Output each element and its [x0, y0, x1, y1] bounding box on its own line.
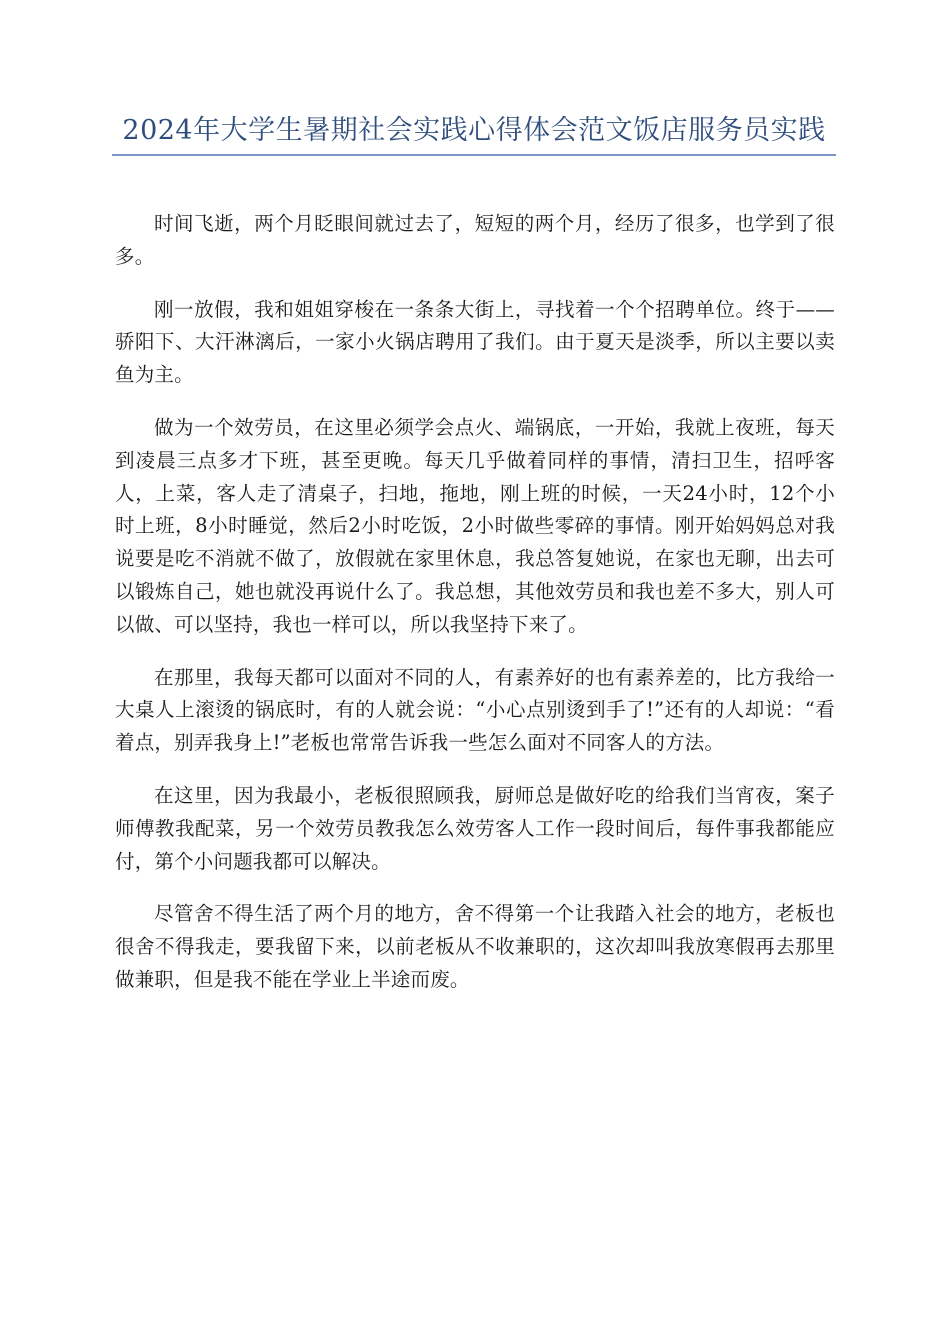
- document-body: [115, 208, 835, 1017]
- title-underline: [112, 154, 836, 156]
- document-title: 2024年大学生暑期社会实践心得体会范文饭店服务员实践: [122, 115, 826, 146]
- paragraph-6: 尽管舍不得生活了两个月的地方，舍不得第一个让我踏入社会的地方，老板也很舍不得我走，要我留下来，以前老板从不收兼职的，这次却叫我放寒假再去那里做兼职，但是我不能在学业上半途而废。: [115, 902, 835, 991]
- paragraph-4: 在那里，我每天都可以面对不同的人，有素养好的也有素养差的，比方我给一大桌人上滚烫的锅底时，有的人就会说：“小心点别烫到手了!”还有的人却说：“看着点，别弄我身上!”老板也常常告诉我一些怎么面对不同客人的方法。: [115, 665, 835, 755]
- paragraph-3: 做为一个效劳员，在这里必须学会点火、端锅底，一开始，我就上夜班，每天到凌晨三点多才下班，甚至更晚。每天几乎做着同样的事情，清扫卫生，招呼客人，上菜，客人走了清桌子，扫地，拖地，刚上班的时候，一天24小时，12个小时上班，8小时睡觉，然后2小时吃饭，2小时做些零碎的事情。刚开始妈妈总对我说要是吃不消就不做了，放假就在家里休息，我总答复她说，在家也无聊，出去可以锻炼自己，她也就没再说什么了。我总想，其他效劳员和我也差不多大，别人可以做、可以坚持，我也一样可以，所以我坚持下来了。: [115, 415, 835, 636]
- paragraph-5: 在这里，因为我最小，老板很照顾我，厨师总是做好吃的给我们当宵夜，案子师傅教我配菜，另一个效劳员教我怎么效劳客人工作一段时间后，每件事我都能应付，第个小问题我都可以解决。: [115, 783, 835, 873]
- title-block: [112, 112, 836, 156]
- paragraph-2: 刚一放假，我和姐姐穿梭在一条条大街上，寻找着一个个招聘单位。终于——骄阳下、大汗淋漓后，一家小火锅店聘用了我们。由于夏天是淡季，所以主要以卖鱼为主。: [115, 297, 835, 387]
- paragraph-1: 时间飞逝，两个月眨眼间就过去了，短短的两个月，经历了很多，也学到了很多。: [115, 212, 835, 268]
